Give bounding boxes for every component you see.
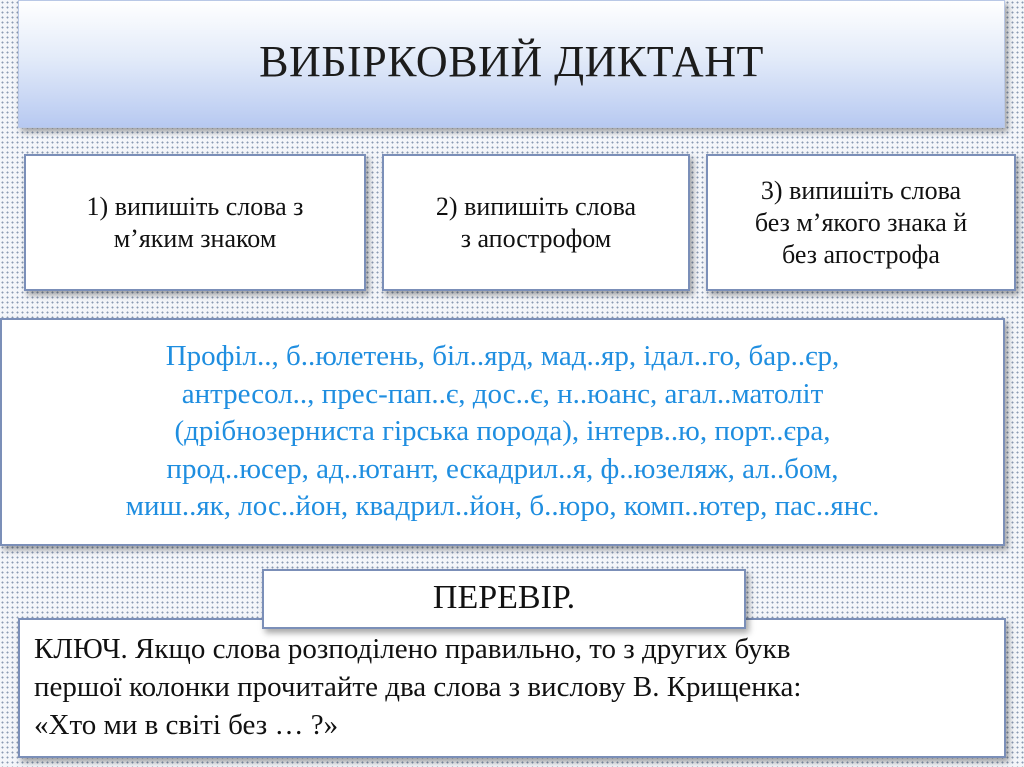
word-list-line-5: миш..як, лос..йон, квадрил..йон, б..юро, комп..ютер, пас..янс. [125,490,880,523]
slide-title: ВИБІРКОВИЙ ДИКТАНТ [259,36,764,86]
task-box-3 [706,154,1016,291]
task-3-line-3: без апострофа [782,239,940,269]
task-text-3 [755,175,967,271]
task-box-1 [24,154,366,291]
word-list-line-4: прод..юсер, ад..ютант, ескадрил..я, ф..юзеляж, ал..бом, [166,452,839,485]
check-label-box [262,569,746,629]
answer-key-box [18,618,1006,758]
word-list-box [0,318,1005,546]
task-box-2 [382,154,690,291]
task-2-line-1: 2) випишіть слова [435,191,637,221]
task-text-2 [436,191,636,255]
answer-key-line-3: «Хто ми в світі без … ?» [34,709,339,741]
answer-key-line-1: КЛЮЧ. Якщо слова розподілено правильно, то з других букв [34,633,791,665]
word-list-line-2: антресол.., прес-пап..є, дос..є, н..юанс, агал..матоліт [181,377,824,410]
check-label: ПЕРЕВІР. [432,579,576,616]
title-banner [18,0,1005,128]
task-text-1 [87,191,304,255]
word-list-line-3: (дрібнозерниста гірська порода), інтерв..ю, порт..єра, [174,415,831,448]
task-3-line-2: без м’якого знака й [754,207,968,237]
task-2-line-2: з апострофом [460,223,612,253]
answer-key-line-2: першої колонки прочитайте два слова з вислову В. Крищенка: [34,671,802,703]
task-1-line-2: м’яким знаком [113,223,277,253]
word-list-line-1: Профіл.., б..юлетень, біл..ярд, мад..яр, ідал..го, бар..єр, [165,340,840,373]
task-3-line-1: 3) випишіть слова [760,175,962,205]
task-1-line-1: 1) випишіть слова з [86,191,304,221]
